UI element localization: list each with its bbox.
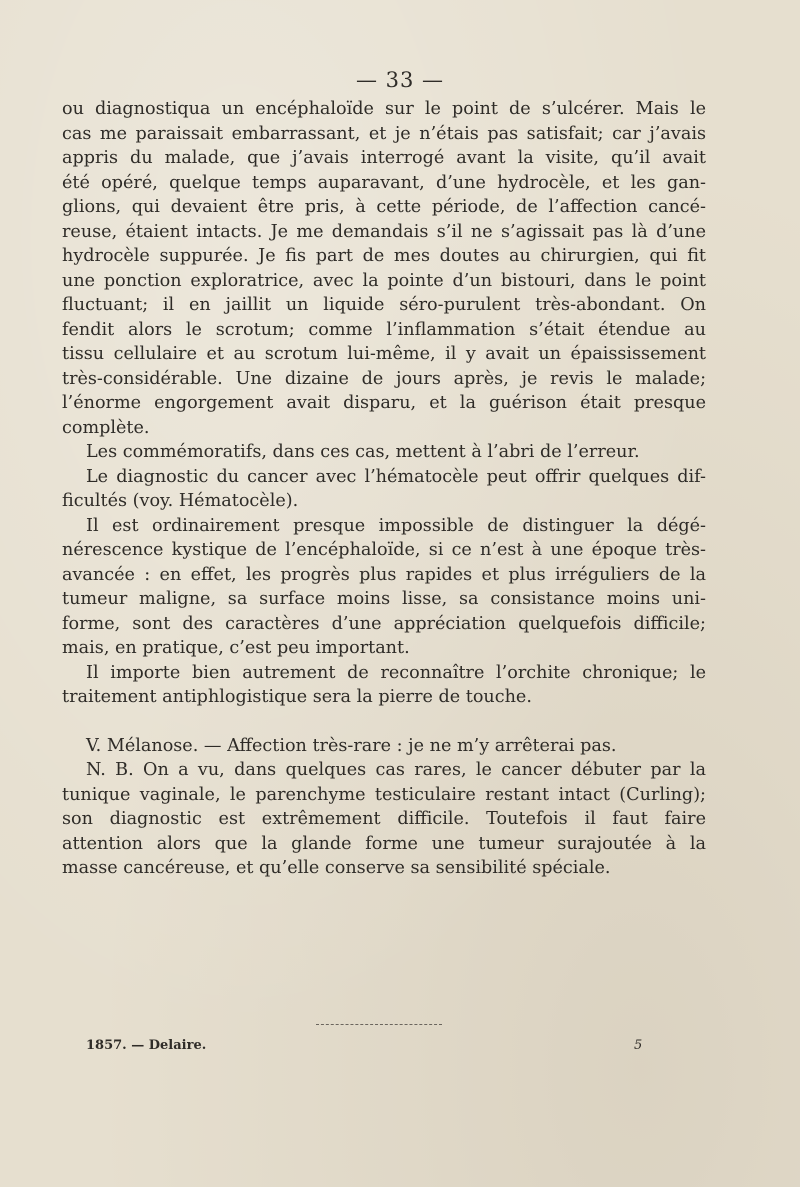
text-line: ficultés (voy. Hématocèle). [62,491,299,511]
text-line: nérescence kystique de l’encéphaloïde, si ce n’est à une époque très- [62,540,706,560]
text-line: Il est ordinairement presque impossible de distinguer la dégé- [86,515,706,536]
paragraph-gap [62,710,706,734]
text-line: N. B. On a vu, dans quelques cas rares, le cancer débuter par la [86,760,706,780]
text-line: Il importe bien autrement de reconnaître l’orchite chronique; le [86,662,706,683]
text-line: fendit alors le scrotum; comme l’inflammation s’était étendue au [62,319,706,340]
text-line: Les commémoratifs, dans ces cas, mettent à l’abri de l’erreur. [86,442,640,462]
body-text [62,97,706,881]
text-line: complète. [62,417,150,438]
text-line: hydrocèle suppurée. Je fis part de mes doutes au chirurgien, qui fit [62,246,706,266]
text-line: fluctuant; il en jaillit un liquide séro-purulent très-abondant. On [62,295,706,315]
text-line: très-considérable. Une dizaine de jours après, je revis le malade; [62,368,706,389]
text-line: tissu cellulaire et au scrotum lui-même, il y avait un épaississement [62,344,706,364]
text-line: tumeur maligne, sa surface moins lisse, sa consistance moins uni- [62,589,706,609]
text-line: attention alors que la glande forme une tumeur surajoutée à la [62,833,706,854]
text-line: glions, qui devaient être pris, à cette période, de l’affection cancé- [62,197,706,217]
page-number: — 33 — [355,68,445,92]
text-line: son diagnostic est extrêmement difficile. Toutefois il faut faire [62,809,706,829]
text-line: mais, en pratique, c’est peu important. [62,638,410,658]
text-line: une ponction exploratrice, avec la pointe d’un bistouri, dans le point [62,270,706,291]
text-line: reuse, étaient intacts. Je me demandais s’il ne s’agissait pas là d’une [62,221,706,242]
text-line: ou diagnostiqua un encéphaloïde sur le point de s’ulcérer. Mais le [62,99,706,119]
footer-sheet-number: 5 [634,1038,643,1053]
footer-rule [316,1024,442,1025]
text-line: appris du malade, que j’avais interrogé avant la visite, qu’il avait [62,148,706,168]
text-line: cas me paraissait embarrassant, et je n’étais pas satisfait; car j’avais [62,123,706,144]
text-line: traitement antiphlogistique sera la pierre de touche. [62,687,532,707]
text-line: tunique vaginale, le parenchyme testiculaire restant intact (Curling); [62,784,706,805]
text-line: avancée : en effet, les progrès plus rapides et plus irréguliers de la [62,564,706,585]
text-line: forme, sont des caractères d’une appréciation quelquefois difficile; [62,613,706,634]
text-line: Le diagnostic du cancer avec l’hématocèle peut offrir quelques dif- [86,466,706,487]
text-line: masse cancéreuse, et qu’elle conserve sa sensibilité spéciale. [62,858,611,878]
footer-signature: 1857. — Delaire. [86,1038,207,1053]
text-line: l’énorme engorgement avait disparu, et la guérison était presque [62,393,706,413]
text-line: été opéré, quelque temps auparavant, d’une hydrocèle, et les gan- [62,172,706,193]
text-line: V. Mélanose. — Affection très-rare : je ne m’y arrêterai pas. [86,735,617,756]
